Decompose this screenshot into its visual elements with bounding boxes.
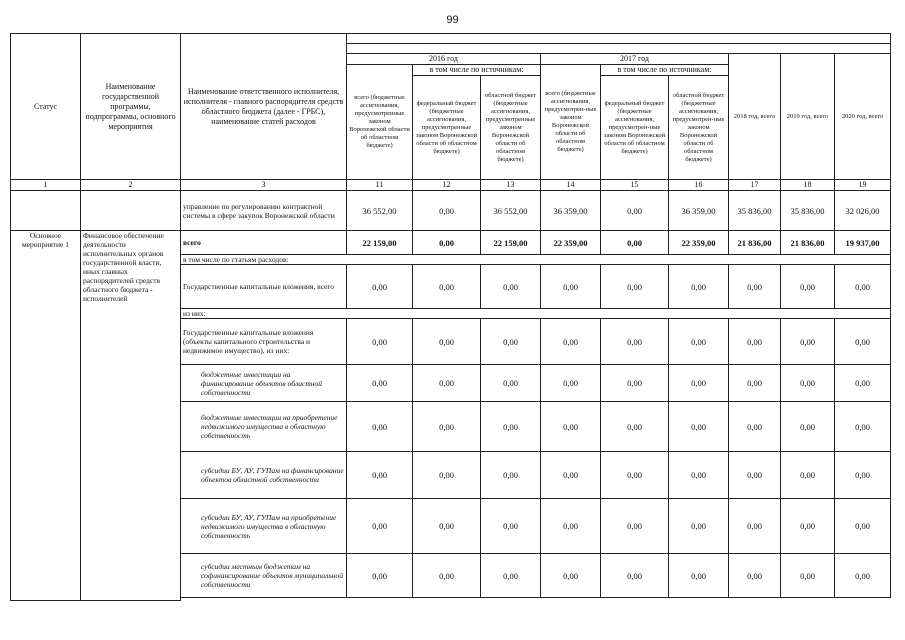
value-cell: 19 937,00: [835, 231, 891, 255]
header-total-2016: всего (бюджетные ассигнования, предусмотренные законом Воронежской области об областном бюджете): [347, 65, 413, 180]
value-cell: 0,00: [413, 499, 481, 554]
value-cell: 0,00: [601, 365, 669, 402]
header-program-name: Наименование государственной программы, подпрограммы, основного мероприятия: [81, 34, 181, 180]
col-number: 3: [181, 180, 347, 191]
value-cell: 0,00: [347, 265, 413, 309]
value-cell: 22 159,00: [347, 231, 413, 255]
value-cell: 0,00: [347, 499, 413, 554]
value-cell: 0,00: [835, 554, 891, 598]
value-cell: 0,00: [835, 402, 891, 452]
incl-articles-label: в том числе по статьям расходов:: [181, 255, 891, 265]
value-cell: 0,00: [601, 499, 669, 554]
row-label: субсидии БУ, АУ, ГУПам на приобретение недвижимого имущества в областную собственность: [181, 499, 347, 554]
page-number: 99: [446, 14, 459, 26]
row-label: субсидии БУ, АУ, ГУПам на финансирование объектов областной собственности: [181, 452, 347, 499]
value-cell: 0,00: [481, 365, 541, 402]
table-row: [11, 231, 891, 255]
value-cell: 0,00: [481, 452, 541, 499]
value-cell: 0,00: [835, 365, 891, 402]
value-cell: 0,00: [541, 452, 601, 499]
header-year-2016: 2016 год: [347, 54, 541, 65]
value-cell: 0,00: [413, 452, 481, 499]
row-label: Государственные капитальные вложения, всего: [181, 265, 347, 309]
row-label: Государственные капитальные вложения (объекты капитального строительства и недвижимое имущество), из них:: [181, 319, 347, 365]
header-regional-2016: областной бюджет (бюджетные ассигнования, предусмотренные законом Воронежской области об областном бюджете): [481, 76, 541, 180]
value-cell: 0,00: [541, 499, 601, 554]
value-cell: 32 026,00: [835, 191, 891, 231]
value-cell: 36 552,00: [347, 191, 413, 231]
row-label: бюджетные инвестиции на финансирование объектов областной собственности: [181, 365, 347, 402]
of-them-label: из них:: [181, 309, 891, 319]
value-cell: 0,00: [413, 231, 481, 255]
table-row: [11, 191, 891, 231]
value-cell: 0,00: [729, 265, 781, 309]
value-cell: 21 836,00: [781, 231, 835, 255]
measure-status: Основное мероприятие 1: [11, 231, 81, 601]
row-label: субсидии местным бюджетам на софинансирование объектов муниципальной собственности: [181, 554, 347, 598]
value-cell: 0,00: [601, 452, 669, 499]
row-label: управление по регулированию контрактной системы в сфере закупок Воронежской области: [181, 191, 347, 231]
header-2020: 2020 год, всего: [835, 54, 891, 180]
col-number: 13: [481, 180, 541, 191]
value-cell: 35 836,00: [729, 191, 781, 231]
value-cell: 0,00: [729, 365, 781, 402]
table-end-spacer: [181, 598, 891, 601]
value-cell: 0,00: [781, 499, 835, 554]
value-cell: 0,00: [413, 402, 481, 452]
value-cell: 0,00: [835, 452, 891, 499]
value-cell: 0,00: [601, 554, 669, 598]
value-cell: 36 359,00: [541, 191, 601, 231]
value-cell: 22 359,00: [541, 231, 601, 255]
value-cell: 0,00: [481, 499, 541, 554]
value-cell: 0,00: [481, 265, 541, 309]
col-number: 15: [601, 180, 669, 191]
value-cell: 0,00: [669, 319, 729, 365]
value-cell: 0,00: [601, 319, 669, 365]
value-cell: 0,00: [729, 402, 781, 452]
value-cell: 0,00: [347, 365, 413, 402]
header-blank-band: [347, 34, 891, 44]
value-cell: 0,00: [781, 554, 835, 598]
value-cell: 0,00: [669, 402, 729, 452]
value-cell: 0,00: [541, 554, 601, 598]
value-cell: 0,00: [729, 452, 781, 499]
value-cell: 0,00: [669, 452, 729, 499]
header-2019: 2019 год, всего: [781, 54, 835, 180]
value-cell: 0,00: [669, 365, 729, 402]
value-cell: 36 552,00: [481, 191, 541, 231]
value-cell: 22 159,00: [481, 231, 541, 255]
value-cell: 0,00: [541, 319, 601, 365]
header-executor-name: Наименование ответственного исполнителя, исполнителя - главного распорядителя средств областного бюджета (далее - ГРБС), наименование статей расходов: [181, 34, 347, 180]
value-cell: 0,00: [541, 265, 601, 309]
col-number: 2: [81, 180, 181, 191]
value-cell: 0,00: [729, 499, 781, 554]
measure-name: Финансовое обеспечение деятельности исполнительных органов государственной власти, иных главных распорядителей средств областного бюджета - исполнителей: [81, 231, 181, 601]
value-cell: 0,00: [601, 191, 669, 231]
value-cell: 0,00: [835, 319, 891, 365]
value-cell: 0,00: [669, 554, 729, 598]
value-cell: 0,00: [413, 191, 481, 231]
header-federal-2017: федеральный бюджет (бюджетные ассигнования, предусмотрен-ные законом Воронежской области об областном бюджете): [601, 76, 669, 180]
col-number: 12: [413, 180, 481, 191]
value-cell: 0,00: [729, 554, 781, 598]
value-cell: 0,00: [481, 402, 541, 452]
value-cell: 0,00: [729, 319, 781, 365]
value-cell: 0,00: [347, 402, 413, 452]
value-cell: 0,00: [781, 402, 835, 452]
value-cell: 35 836,00: [781, 191, 835, 231]
value-cell: 0,00: [781, 452, 835, 499]
col-number: 18: [781, 180, 835, 191]
program-cell: [81, 191, 181, 231]
value-cell: 0,00: [835, 265, 891, 309]
status-cell: [11, 191, 81, 231]
value-cell: 0,00: [413, 365, 481, 402]
value-cell: 0,00: [541, 402, 601, 452]
header-federal-2016: федеральный бюджет (бюджетные ассигнования, предусмотренные законом Воронежской области об областном бюджете): [413, 76, 481, 180]
header-year-2017: 2017 год: [541, 54, 729, 65]
value-cell: 0,00: [413, 319, 481, 365]
row-label: бюджетные инвестиции на приобретение недвижимого имущества в областную собственность: [181, 402, 347, 452]
col-number: 14: [541, 180, 601, 191]
header-status: Статус: [11, 34, 81, 180]
row-label-total: всего: [181, 231, 347, 255]
col-number: 1: [11, 180, 81, 191]
column-number-row: [11, 180, 891, 191]
value-cell: 22 359,00: [669, 231, 729, 255]
value-cell: 0,00: [413, 265, 481, 309]
value-cell: 0,00: [347, 554, 413, 598]
value-cell: 0,00: [347, 319, 413, 365]
value-cell: 0,00: [481, 554, 541, 598]
value-cell: 0,00: [781, 365, 835, 402]
header-incl-sources-2017: в том числе по источникам:: [601, 65, 729, 76]
header-total-2017: всего (бюджетные ассигнования, предусмотрен-ные законом Воронежской области об областном бюджете): [541, 65, 601, 180]
value-cell: 21 836,00: [729, 231, 781, 255]
value-cell: 0,00: [781, 265, 835, 309]
value-cell: 0,00: [347, 452, 413, 499]
value-cell: 0,00: [601, 402, 669, 452]
value-cell: 0,00: [601, 265, 669, 309]
col-number: 17: [729, 180, 781, 191]
col-number: 11: [347, 180, 413, 191]
header-regional-2017: областной бюджет (бюджетные ассигнования, предусмотрен-ные законом Воронежской области об областном бюджете): [669, 76, 729, 180]
value-cell: 0,00: [413, 554, 481, 598]
value-cell: 0,00: [669, 499, 729, 554]
value-cell: 0,00: [781, 319, 835, 365]
header-blank-band-2: [347, 44, 891, 54]
value-cell: 36 359,00: [669, 191, 729, 231]
value-cell: 0,00: [601, 231, 669, 255]
value-cell: 0,00: [541, 365, 601, 402]
value-cell: 0,00: [481, 319, 541, 365]
col-number: 16: [669, 180, 729, 191]
value-cell: 0,00: [669, 265, 729, 309]
budget-table: [10, 33, 891, 601]
header-incl-sources-2016: в том числе по источникам:: [413, 65, 541, 76]
col-number: 19: [835, 180, 891, 191]
header-2018: 2018 год, всего: [729, 54, 781, 180]
value-cell: 0,00: [835, 499, 891, 554]
